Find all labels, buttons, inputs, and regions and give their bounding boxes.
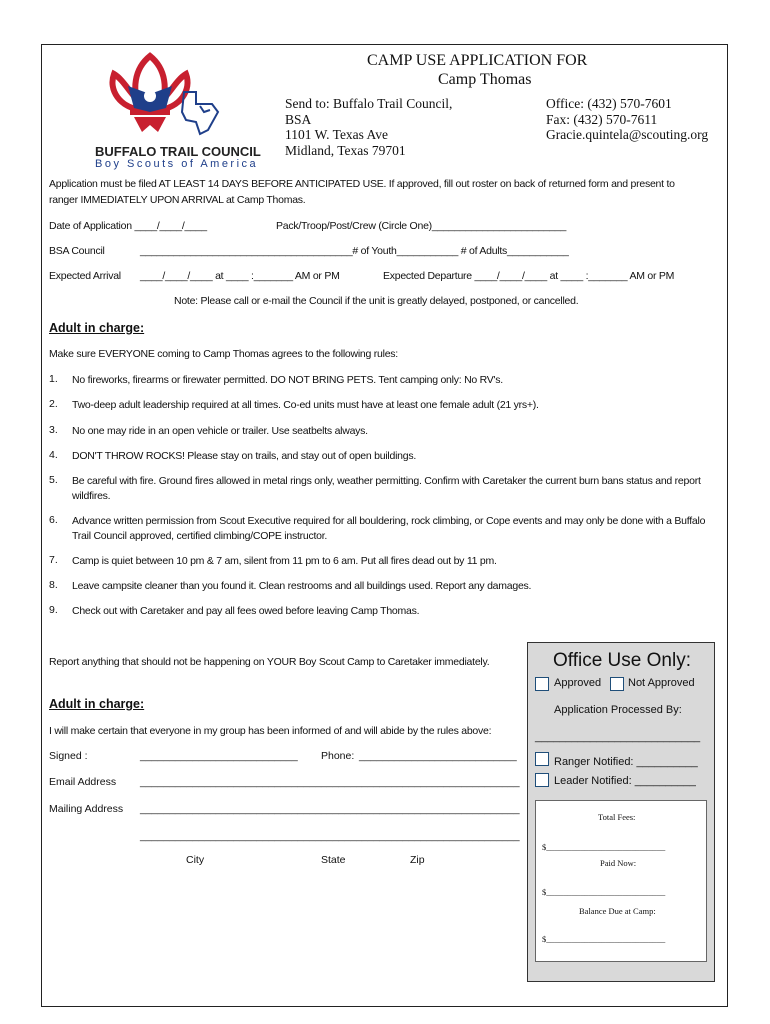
signoff-statement: I will make certain that everyone in my group has been informed of and will abide by the rules above: bbox=[49, 725, 492, 737]
rules-intro: Make sure EVERYONE coming to Camp Thomas agrees to the following rules: bbox=[49, 348, 398, 360]
intro-line2: ranger IMMEDIATELY UPON ARRIVAL at Camp Thomas. bbox=[49, 194, 306, 206]
paid-now-field[interactable]: $____________________________ bbox=[542, 887, 666, 897]
form-title: CAMP USE APPLICATION FOR bbox=[367, 52, 588, 69]
logo-bsa-subtitle: Boy Scouts of America bbox=[95, 158, 259, 170]
not-approved-checkbox[interactable] bbox=[610, 677, 624, 691]
mailing-address-label: Mailing Address bbox=[49, 803, 124, 815]
office-phone: Office: (432) 570-7601 bbox=[546, 96, 672, 111]
expected-arrival-label: Expected Arrival bbox=[49, 270, 121, 282]
date-of-application-field[interactable]: Date of Application ____/____/____ bbox=[49, 220, 207, 232]
balance-due-field[interactable]: $____________________________ bbox=[542, 934, 666, 944]
rule-number: 2. bbox=[49, 398, 58, 410]
rule-number: 3. bbox=[49, 424, 58, 436]
email-label: Email Address bbox=[49, 776, 117, 788]
rule-text: Camp is quiet between 10 pm & 7 am, silent from 11 pm to 6 am. Put all fires dead out by 11 pm. bbox=[72, 555, 497, 567]
rule-number: 9. bbox=[49, 604, 58, 616]
phone-label: Phone: bbox=[321, 750, 355, 762]
signed-label: Signed : bbox=[49, 750, 88, 762]
leader-notified-checkbox[interactable] bbox=[535, 773, 549, 787]
rule-text: No one may ride in an open vehicle or trailer. Use seatbelts always. bbox=[72, 425, 368, 437]
mailing-address-field-2[interactable]: _________________________________________________________________ bbox=[140, 830, 520, 842]
zip-label: Zip bbox=[410, 854, 425, 866]
rule-number: 7. bbox=[49, 554, 58, 566]
approved-checkbox[interactable] bbox=[535, 677, 549, 691]
city-label: City bbox=[186, 854, 205, 866]
fax-number: Fax: (432) 570-7611 bbox=[546, 112, 658, 127]
council-youth-adults-field[interactable]: ______________________________________# of Youth___________ # of Adults___________ bbox=[140, 245, 569, 257]
email-field[interactable]: _________________________________________________________________ bbox=[140, 776, 520, 788]
ranger-notified-checkbox[interactable] bbox=[535, 752, 549, 766]
signoff-heading: Adult in charge: bbox=[49, 697, 145, 711]
rule-number: 1. bbox=[49, 373, 58, 385]
expected-arrival-field[interactable]: ____/____/____ at ____ :_______ AM or PM bbox=[140, 270, 340, 282]
bsa-council-label: BSA Council bbox=[49, 245, 105, 257]
paid-now-label: Paid Now: bbox=[600, 858, 637, 868]
processed-by-label: Application Processed By: bbox=[554, 704, 682, 716]
camp-name: Camp Thomas bbox=[438, 71, 532, 88]
office-use-title: Office Use Only: bbox=[553, 650, 691, 671]
send-to-line2: BSA bbox=[285, 112, 312, 127]
state-label: State bbox=[321, 854, 346, 866]
total-fees-label: Total Fees: bbox=[598, 812, 636, 822]
rule-text: DON'T THROW ROCKS! Please stay on trails, and stay out of open buildings. bbox=[72, 450, 417, 462]
rule-text: Two-deep adult leadership required at all times. Co-ed units must have at least one female adult (21 yrs+). bbox=[72, 399, 539, 411]
bsa-fleur-de-lis-logo bbox=[100, 50, 240, 145]
signed-field[interactable]: ___________________________ bbox=[140, 750, 298, 762]
send-to-line3: 1101 W. Texas Ave bbox=[285, 127, 389, 142]
rule-text: Leave campsite cleaner than you found it. Clean restrooms and all buildings used. Report any damages. bbox=[72, 580, 532, 592]
rule-number: 4. bbox=[49, 449, 58, 461]
unit-type-field[interactable]: Pack/Troop/Post/Crew (Circle One)________________________ bbox=[276, 220, 567, 232]
rule-number: 5. bbox=[49, 474, 58, 486]
contact-email[interactable]: Gracie.quintela@scouting.org bbox=[546, 127, 709, 142]
rule-text: Advance written permission from Scout Executive required for all bouldering, rock climbing, or Cope events and may only be done with a Buffalo Trail Council approved, certified climbing/COPE instructor. bbox=[72, 515, 706, 542]
approved-label: Approved bbox=[554, 677, 602, 689]
mailing-address-field[interactable]: _________________________________________________________________ bbox=[140, 803, 520, 815]
send-to-line1: Send to: Buffalo Trail Council, bbox=[285, 96, 453, 111]
ranger-notified-label: Ranger Notified: __________ bbox=[554, 756, 698, 768]
total-fees-field[interactable]: $____________________________ bbox=[542, 842, 666, 852]
processed-by-field[interactable]: ___________________________ bbox=[535, 731, 701, 743]
rule-text: No fireworks, firearms or firewater permitted. DO NOT BRING PETS. Tent camping only: No RV's. bbox=[72, 374, 503, 386]
rule-number: 8. bbox=[49, 579, 58, 591]
expected-departure-field[interactable]: Expected Departure ____/____/____ at ____ :_______ AM or PM bbox=[383, 270, 675, 282]
rule-number: 6. bbox=[49, 514, 58, 526]
send-to-line4: Midland, Texas 79701 bbox=[285, 143, 406, 158]
leader-notified-label: Leader Notified: __________ bbox=[554, 775, 696, 787]
rule-text: Check out with Caretaker and pay all fees owed before leaving Camp Thomas. bbox=[72, 605, 420, 617]
report-notice: Report anything that should not be happening on YOUR Boy Scout Camp to Caretaker immediately. bbox=[49, 656, 490, 668]
rules-heading: Adult in charge: bbox=[49, 321, 145, 335]
logo-council-name: BUFFALO TRAIL COUNCIL bbox=[95, 144, 261, 159]
not-approved-label: Not Approved bbox=[628, 677, 695, 689]
balance-due-label: Balance Due at Camp: bbox=[579, 906, 656, 916]
delay-note: Note: Please call or e-mail the Council if the unit is greatly delayed, postponed, or cancelled. bbox=[174, 295, 579, 307]
intro-line1: Application must be filed AT LEAST 14 DAYS BEFORE ANTICIPATED USE. If approved, fill out roster on back of returned form and present to bbox=[49, 178, 675, 190]
phone-field[interactable]: ___________________________ bbox=[359, 750, 517, 762]
rule-text: Be careful with fire. Ground fires allowed in metal rings only, weather permitting. Confirm with Caretaker the current burn bans status and report wildfires. bbox=[72, 475, 701, 502]
